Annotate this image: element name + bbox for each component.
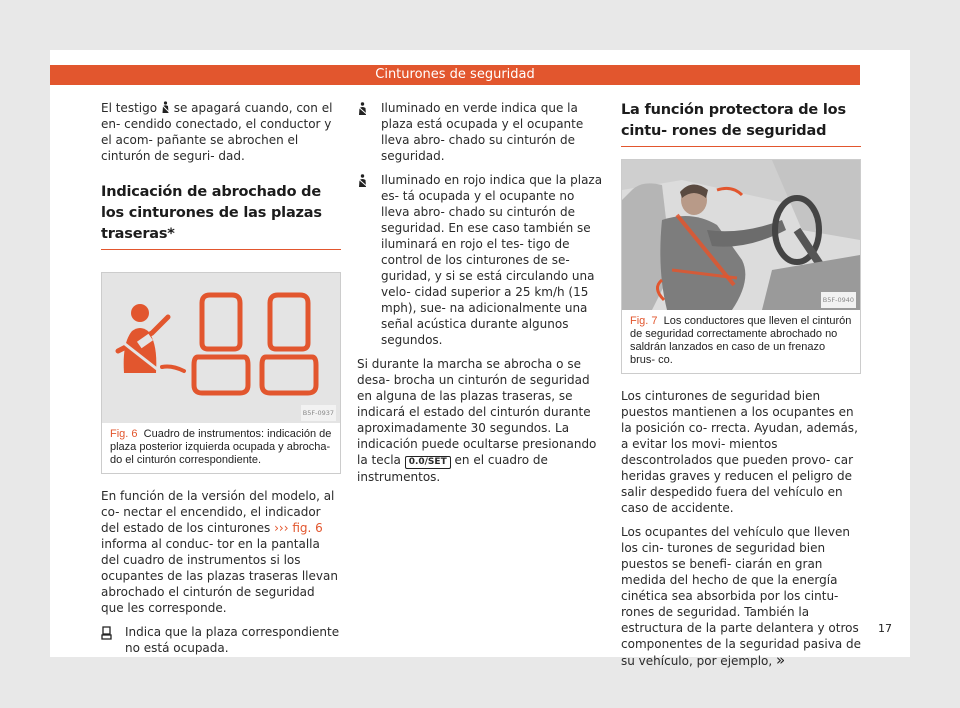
figure-code: B5F-0940 <box>821 292 856 308</box>
body-paragraph: En función de la versión del modelo, al co- nectar el encendido, el indicador del estado de los cinturones ››› fig. 6 informa al conduc- tor en la pantalla del cuadro de instrumentos si los ocupantes de las plazas traseras llevan abrochado el cinturón de seguridad que les corresponde. <box>101 489 338 615</box>
figure-code: B5F-0937 <box>301 405 336 421</box>
body-paragraph: Si durante la marcha se abrocha o se desa- brocha un cinturón de seguridad en alguna de las plazas traseras, se indicará el estado del cinturón durante aproximadamente 30 segundos. La indicación puede ocultarse presionando la tecla 0.0/SET en el cuadro de instrumentos. <box>357 357 597 484</box>
seatbelt-person-icon <box>161 101 170 113</box>
figure-6 <box>101 272 341 474</box>
figure-7-image <box>622 160 860 310</box>
section-heading-protective-function: La función protectora de los cintu- rones de seguridad <box>621 100 861 147</box>
intro-paragraph: El testigo se apagará cuando, con el en- cendido conectado, el conductor y el acom- pañante se abrochen el cinturón de seguri- dad. <box>101 101 333 163</box>
list-item: Indica que la plaza correspondiente no está ocupada. <box>101 624 341 656</box>
body-paragraph: Los cinturones de seguridad bien puestos mantienen a los ocupantes en la posición co- rrecta. Ayudan, además, a evitar los movi- mientos descontrolados que pueden provo- car heridas graves y reducen el peligro de salir despedido fuera del vehículo en caso de accidente. <box>621 389 858 515</box>
figure-7 <box>621 159 861 374</box>
list-item: Iluminado en rojo indica que la plaza es- tá ocupada y el ocupante no lleva abro- chado su cinturón de seguridad. En ese caso también se iluminará en rojo el tes- tigo de control de los cinturones de se- guridad, y si se está circulando una velo- cidad superior a 25 km/h (15 mph), sue- na adicionalmente una señal acústica durante algunos segundos. <box>357 172 605 348</box>
column-1 <box>101 100 341 656</box>
seatbelt-person-icon <box>357 174 368 188</box>
page-number: 17 <box>878 622 892 635</box>
set-button-key: 0.0/SET <box>405 456 451 469</box>
figure-reference-link[interactable]: ››› fig. 6 <box>274 521 323 535</box>
figure-6-caption: Fig. 6 Cuadro de instrumentos: indicación de plaza posterior izquierda ocupada y abrocha- do el cinturón correspondiente. <box>110 428 332 466</box>
continue-marker: » <box>776 651 786 669</box>
empty-seat-icon <box>101 626 112 640</box>
instrument-display-illustration <box>102 273 340 423</box>
section-header: Cinturones de seguridad <box>50 65 860 85</box>
column-2 <box>357 100 605 493</box>
column-3 <box>621 100 861 677</box>
driver-illustration <box>622 160 860 310</box>
body-paragraph: Los ocupantes del vehículo que lleven los cin- turones de seguridad bien puestos se benefi- ciarán en gran medida del hecho de que la energía cinética sea absorbida por los cintu- rones de seguridad. También la estructura de la parte delantera y otros componentes de la seguridad pasiva de su vehículo, por ejemplo, » <box>621 525 862 669</box>
figure-7-caption: Fig. 7 Los conductores que lleven el cinturón de seguridad correctamente abrochado no saldrán lanzados en caso de un frenazo brus- co. <box>630 315 852 366</box>
figure-6-image <box>102 273 340 423</box>
list-item: Iluminado en verde indica que la plaza está ocupada y el ocupante lleva abro- chado su cinturón de seguridad. <box>357 100 605 164</box>
occupied-seat-icon <box>357 102 368 116</box>
section-heading-rear-belts: Indicación de abrochado de los cinturones de las plazas traseras* <box>101 182 341 250</box>
